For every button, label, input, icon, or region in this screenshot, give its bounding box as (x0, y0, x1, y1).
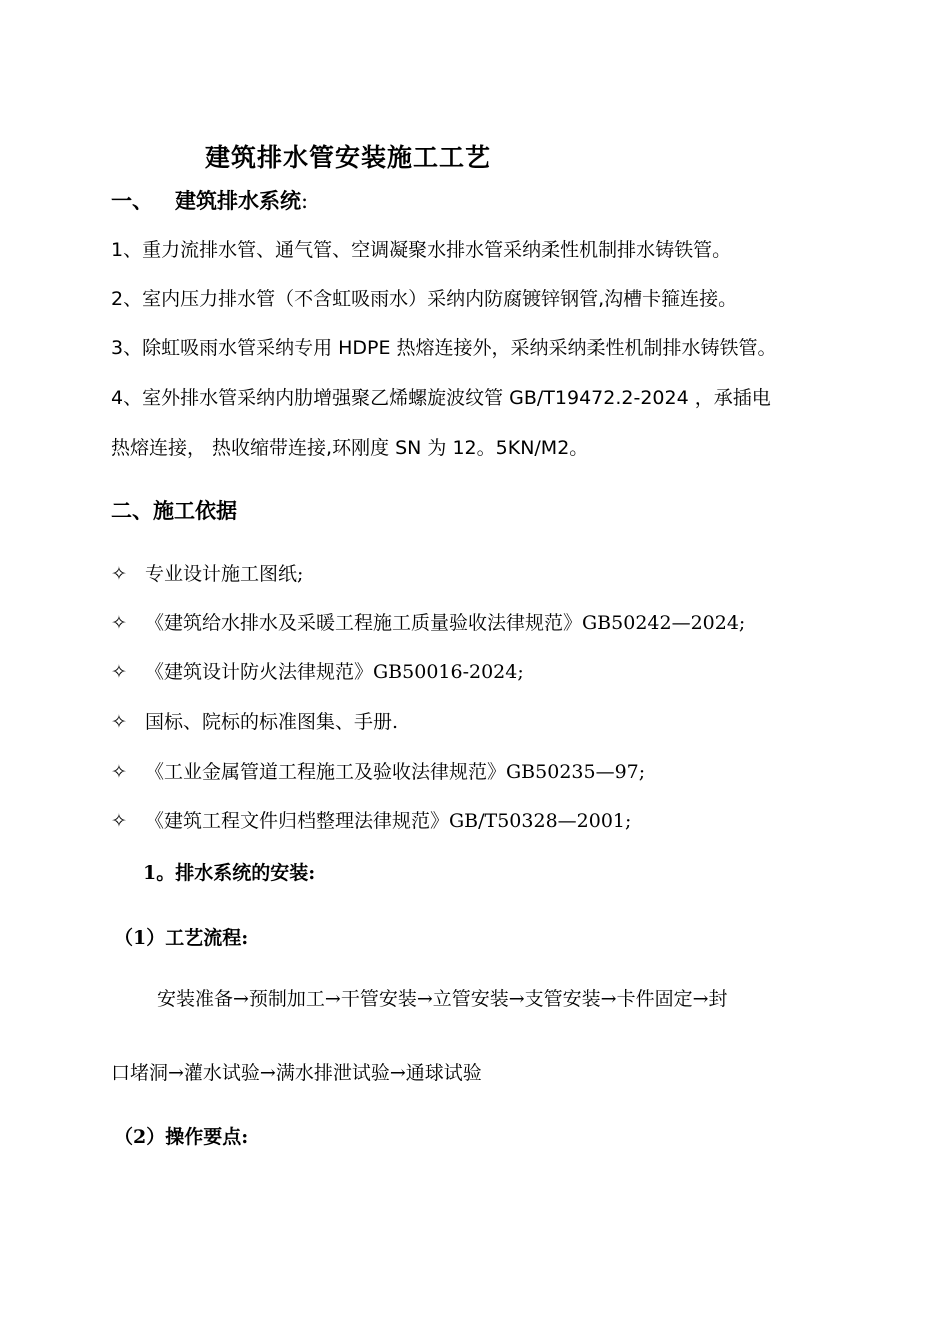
section1-item: 3、除虹吸雨水管采纳专用 HDPE 热熔连接外，采纳采纳柔性机制排水铸铁管。 (111, 337, 777, 359)
reference-list-item (111, 610, 745, 636)
reference-text: 《建筑设计防火法律规范》GB50016-2024; (145, 661, 524, 683)
diamond-bullet-icon: ✧ (111, 661, 127, 683)
reference-text: 《建筑工程文件归档整理法律规范》GB/T50328—2001; (145, 810, 632, 832)
reference-list-item (111, 709, 398, 735)
reference-list-item (111, 659, 524, 685)
section2-heading: 二、施工依据 (111, 499, 237, 523)
diamond-bullet-icon: ✧ (111, 612, 127, 634)
section1-title: 建筑排水系统 (175, 189, 301, 213)
process-heading: （1）工艺流程: (114, 927, 249, 949)
reference-list-item (111, 808, 631, 834)
reference-text: 国标、院标的标准图集、手册. (145, 711, 399, 733)
process-flow-line: 安装准备→预制加工→干管安装→立管安装→支管安装→卡件固定→封 (157, 988, 728, 1010)
diamond-bullet-icon: ✧ (111, 711, 127, 733)
subsection-heading: 1。排水系统的安装: (143, 862, 316, 884)
diamond-bullet-icon: ✧ (111, 761, 127, 783)
section1-item: 2、室内压力排水管（不含虹吸雨水）采纳内防腐镀锌钢管,沟槽卡箍连接。 (111, 288, 738, 310)
section1-number: 一、 (111, 189, 153, 213)
section1-colon: : (301, 189, 309, 213)
document-title: 建筑排水管安装施工工艺 (205, 143, 492, 172)
reference-list-item (111, 759, 645, 785)
section1-heading (111, 188, 308, 214)
diamond-bullet-icon: ✧ (111, 810, 127, 832)
section1-item: 1、重力流排水管、通气管、空调凝聚水排水管采纳柔性机制排水铸铁管。 (111, 239, 732, 261)
reference-text: 专业设计施工图纸; (145, 563, 304, 585)
section1-item-continuation: 热熔连接， 热收缩带连接,环刚度 SN 为 12。5KN/M2。 (111, 437, 589, 459)
reference-list-item (111, 561, 303, 587)
reference-text: 《工业金属管道工程施工及验收法律规范》GB50235—97; (145, 761, 646, 783)
section1-item: 4、室外排水管采纳内肋增强聚乙烯螺旋波纹管 GB/T19472.2-2024 ，承插电 (111, 387, 771, 409)
operation-points-heading: （2）操作要点: (114, 1126, 249, 1148)
diamond-bullet-icon: ✧ (111, 563, 127, 585)
process-flow-line: 口堵洞→灌水试验→满水排泄试验→通球试验 (111, 1062, 482, 1084)
reference-text: 《建筑给水排水及采暖工程施工质量验收法律规范》GB50242—2024; (145, 612, 746, 634)
